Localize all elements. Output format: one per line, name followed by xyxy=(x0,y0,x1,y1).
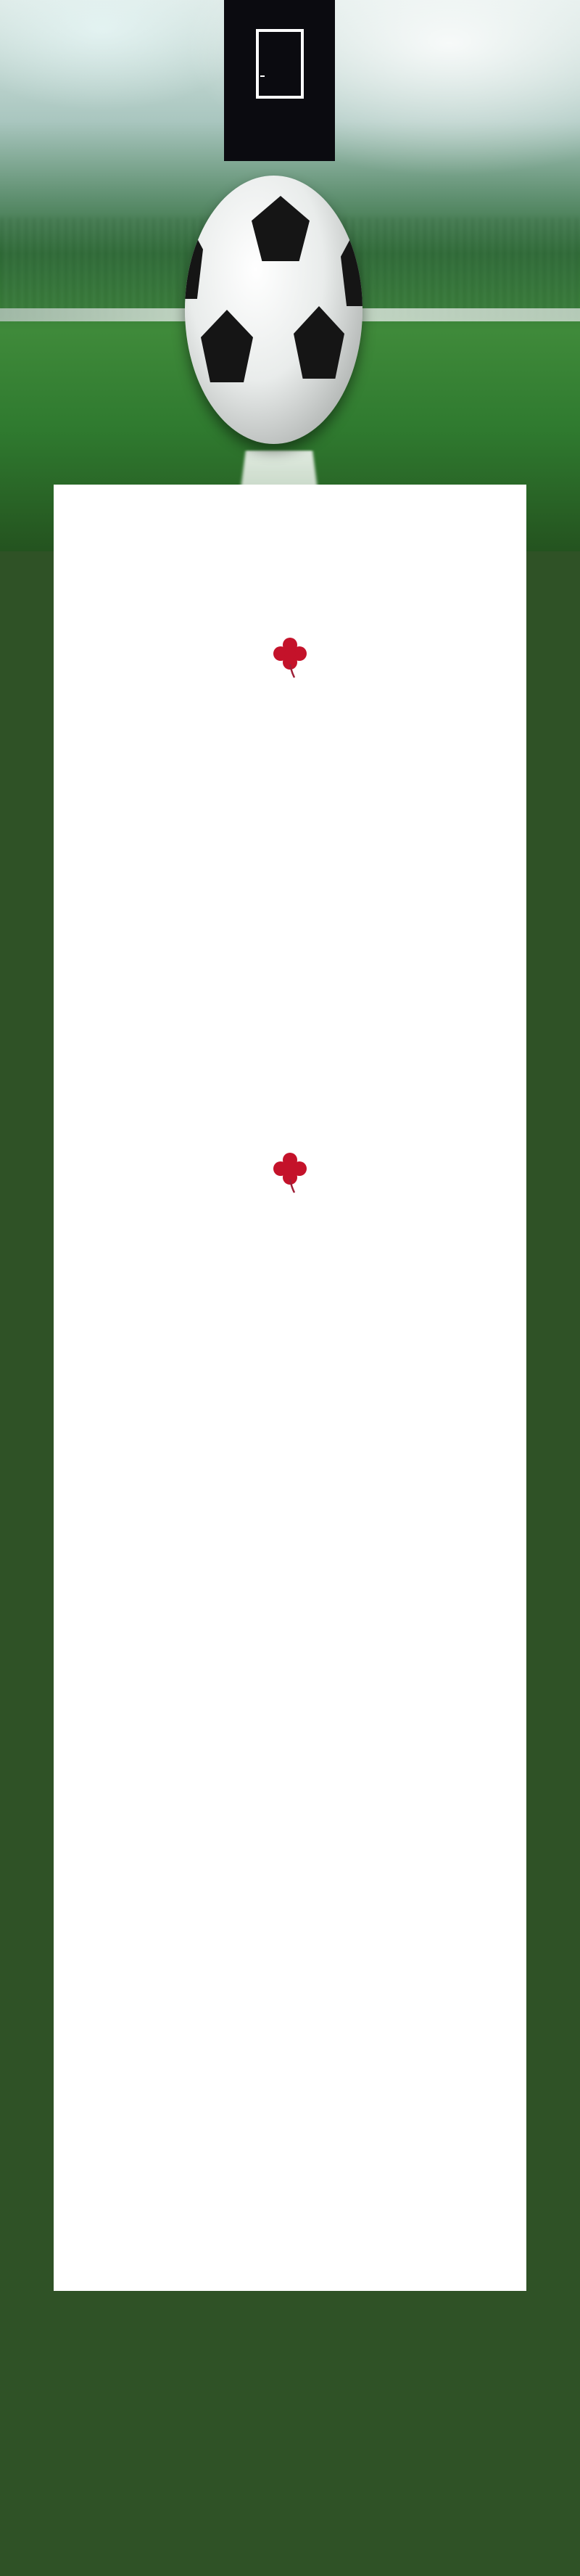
soccer-ball-image xyxy=(185,176,362,444)
ersan-casting-logo xyxy=(224,0,335,161)
logo-mark xyxy=(256,29,304,99)
clover-divider xyxy=(54,1151,526,1194)
clover-divider xyxy=(54,635,526,679)
clover-icon xyxy=(273,635,307,679)
content-card xyxy=(54,485,526,2291)
clover-icon xyxy=(273,1151,307,1194)
logo-latin xyxy=(260,75,265,77)
hero-stadium-image xyxy=(0,0,580,551)
